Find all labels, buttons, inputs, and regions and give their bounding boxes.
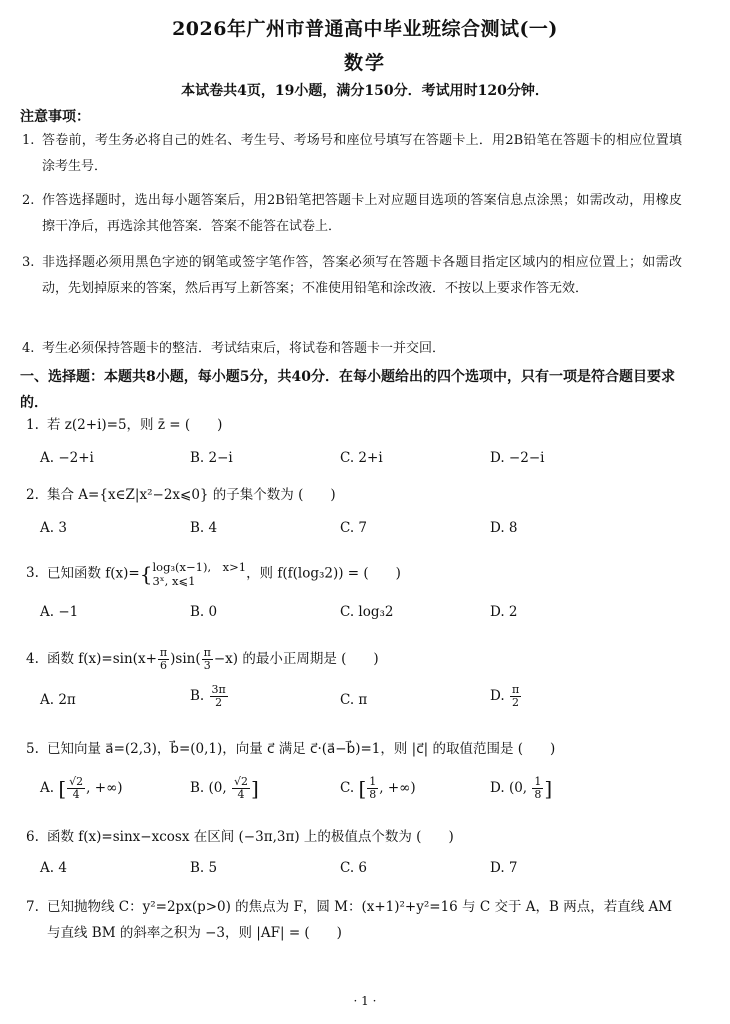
notice-item: [22, 128, 682, 180]
case-1: log₃(x−1), x>1: [152, 560, 247, 574]
exam-title: 2026年广州市普通高中毕业班综合测试(一): [172, 18, 558, 40]
option-a: A. −2+i: [40, 450, 94, 466]
question-text-part: ，则 f(f(log₃2)) = ( ): [246, 565, 401, 582]
question-text-part: 函数 f(x)=sin(x+: [47, 651, 157, 667]
fraction-numerator: 1: [534, 775, 542, 788]
notice-number: 2.: [22, 193, 35, 208]
notice-item: [22, 188, 682, 240]
question-text: 若 z(2+i)=5，则 z̄ = ( ): [47, 417, 223, 433]
option-b: [190, 684, 229, 709]
option-c: C. log₃2: [340, 604, 394, 620]
option-label: A.: [40, 780, 55, 796]
option-c: C. 6: [340, 860, 368, 876]
fraction-numerator: π: [203, 646, 211, 659]
question-text-part: )sin(: [170, 651, 201, 667]
case-2: 3ˣ, x⩽1: [152, 574, 196, 588]
page-number: · 1 ·: [353, 994, 377, 1008]
notice-item: [22, 250, 682, 302]
bracket-symbol: ]: [544, 776, 553, 801]
notice-item: [22, 336, 682, 362]
option-c: C. 7: [340, 520, 368, 536]
option-d: D. 7: [490, 860, 518, 876]
brace-symbol: {: [139, 562, 153, 586]
question-text: [26, 646, 686, 672]
option-text: (0,: [208, 780, 231, 796]
bracket-symbol: [: [358, 776, 367, 801]
exam-info: 本试卷共4页，19小题，满分150分．考试用时120分钟．: [181, 83, 549, 99]
bracket-symbol: ]: [250, 776, 259, 801]
question-number: 3.: [26, 565, 39, 581]
subject-title: 数学: [343, 52, 386, 74]
option-label: D.: [490, 688, 505, 704]
fraction: [532, 776, 543, 801]
option-c: C. π: [340, 692, 368, 708]
fraction: [232, 776, 250, 801]
option-a: A. 2π: [40, 692, 76, 708]
option-text: , +∞): [379, 780, 416, 796]
option-d: [490, 776, 552, 801]
section-heading: 一、选择题：本题共8小题，每小题5分，共40分．在每小题给出的四个选项中，只有一项是符合题目要求的．: [20, 369, 675, 411]
fraction-numerator: π: [511, 683, 520, 696]
question-number: 5.: [26, 741, 39, 757]
fraction-numerator: √2: [233, 775, 248, 788]
notice-text: 考生必须保持答题卡的整洁．考试结束后，将试卷和答题卡一并交回．: [42, 341, 446, 356]
fraction-numerator: 3π: [211, 683, 226, 696]
option-label: C.: [340, 780, 355, 796]
question-text-part: 已知函数 f(x)=: [47, 565, 140, 582]
question-4: [26, 646, 686, 672]
option-b: B. 4: [190, 520, 218, 536]
question-text: 集合 A={x∈Z|x²−2x⩽0} 的子集个数为 ( ): [47, 487, 336, 503]
fraction: [510, 684, 521, 709]
option-label: B.: [190, 780, 205, 796]
fraction-denominator: 2: [512, 696, 520, 709]
option-a: A. 4: [40, 860, 67, 876]
notice-number: 4.: [22, 341, 35, 356]
question-text: 已知抛物线 C：y²=2px(p>0) 的焦点为 F，圆 M：(x+1)²+y²=16 与 C 交于 A，B 两点，若直线 AM 与直线 BM 的斜率之积为 −3，则 |AF| = ( ): [47, 899, 673, 941]
fraction-denominator: 3: [203, 659, 211, 672]
option-text: (0,: [508, 780, 532, 796]
option-a: A. −1: [40, 604, 79, 620]
fraction-numerator: 1: [369, 775, 377, 788]
option-b: [190, 776, 259, 801]
bracket-symbol: [: [58, 776, 67, 801]
fraction: [367, 776, 378, 801]
notice-number: 3.: [22, 255, 35, 270]
fraction-numerator: √2: [69, 775, 84, 788]
question-text: 函数 f(x)=sinx−xcosx 在区间 (−3π,3π) 上的极值点个数为 ( ): [47, 829, 454, 845]
question-2: [26, 482, 686, 508]
option-d: D. 2: [490, 604, 518, 620]
option-d: D. 8: [490, 520, 518, 536]
fraction: [158, 647, 169, 672]
option-d: D. −2−i: [490, 450, 545, 466]
question-5: [26, 736, 686, 762]
question-number: 4.: [26, 651, 39, 667]
question-number: 1.: [26, 417, 39, 433]
notice-text: 答卷前，考生务必将自己的姓名、考生号、考场号和座位号填写在答题卡上．用2B铅笔在答题卡的相应位置填涂考生号．: [42, 133, 682, 174]
option-text: , +∞): [86, 780, 123, 796]
question-number: 6.: [26, 829, 39, 845]
option-a: A. 3: [40, 520, 67, 536]
question-text: [26, 560, 686, 588]
fraction-denominator: 6: [160, 659, 167, 672]
question-1: [26, 412, 686, 438]
option-a: [40, 776, 123, 801]
question-text-part: −x) 的最小正周期是 ( ): [213, 651, 379, 667]
fraction-denominator: 4: [72, 788, 80, 801]
fraction: [210, 684, 228, 709]
option-label: D.: [490, 780, 505, 796]
option-b: B. 5: [190, 860, 218, 876]
option-label: B.: [190, 688, 205, 704]
question-text: 已知向量 a⃗=(2,3)，b⃗=(0,1)，向量 c⃗ 满足 c⃗·(a⃗−b⃗)=1，则 |c⃗| 的取值范围是 ( ): [47, 741, 556, 757]
notice-number: 1.: [22, 133, 35, 148]
fraction: [202, 647, 213, 672]
fraction-denominator: 8: [369, 788, 377, 801]
fraction-denominator: 4: [237, 788, 245, 801]
question-7: [26, 894, 686, 946]
notice-heading: 注意事项：: [20, 109, 90, 125]
fraction-denominator: 8: [534, 788, 542, 801]
notice-text: 作答选择题时，选出每小题答案后，用2B铅笔把答题卡上对应题目选项的答案信息点涂黑；如需改动，用橡皮擦干净后，再选涂其他答案．答案不能答在试卷上．: [42, 193, 682, 234]
option-b: B. 0: [190, 604, 218, 620]
question-number: 2.: [26, 487, 39, 503]
option-c: C. 2+i: [340, 450, 383, 466]
fraction-denominator: 2: [215, 696, 223, 709]
fraction: [67, 776, 85, 801]
fraction-numerator: π: [159, 646, 168, 659]
option-c: [340, 776, 416, 801]
piecewise-cases: [152, 560, 246, 588]
option-b: B. 2−i: [190, 450, 233, 466]
option-d: [490, 684, 522, 709]
question-number: 7.: [26, 899, 39, 915]
notice-text: 非选择题必须用黑色字迹的钢笔或签字笔作答，答案必须写在答题卡各题目指定区域内的相应位置上；如需改动，先划掉原来的答案，然后再写上新答案；不准使用铅笔和涂改液．不按以上要求作答无效．: [42, 255, 682, 296]
question-3: [26, 560, 686, 588]
question-6: [26, 824, 686, 850]
